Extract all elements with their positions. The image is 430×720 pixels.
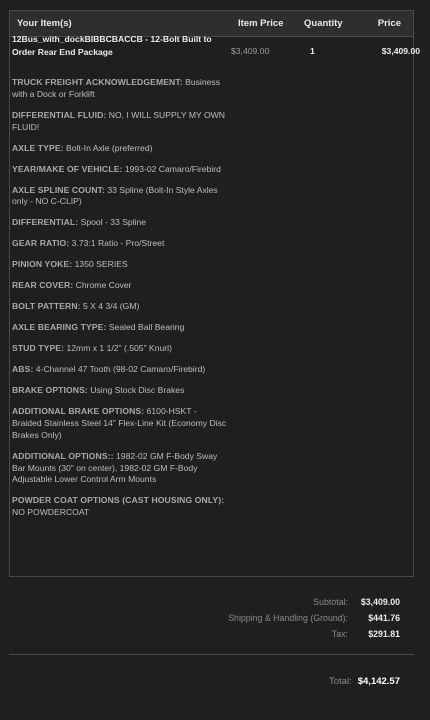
option-label: STUD TYPE: <box>12 343 65 354</box>
option-item <box>12 406 227 441</box>
option-label: PINION YOKE: <box>12 259 73 270</box>
option-label: GEAR RATIO: <box>12 238 70 249</box>
option-item <box>12 322 227 334</box>
option-value: 6100-HSKT - Braided Stainless Steel 14" Flex-Line Kit (Economy Disc Brakes Only) <box>12 406 227 440</box>
option-item <box>12 385 227 397</box>
shipping-label: Shipping & Handling (Ground): <box>228 613 348 623</box>
option-item <box>12 343 227 355</box>
option-label: DIFFERENTIAL: <box>12 217 79 228</box>
tax-row <box>180 629 400 639</box>
header-price: Price <box>377 18 401 29</box>
subtotal-label: Subtotal: <box>313 597 348 607</box>
product-name: 12Bus_with_dockBIBBCBACCB - 12-Bolt Built to Order Rear End Package <box>12 34 212 57</box>
option-item <box>12 301 227 313</box>
option-label: DIFFERENTIAL FLUID: <box>12 109 107 120</box>
product-quantity: 1 <box>310 46 315 56</box>
option-label: BRAKE OPTIONS: <box>12 385 88 396</box>
option-value: Bolt-In Axle (preferred) <box>66 142 153 153</box>
header-items: Your Item(s) <box>17 18 72 29</box>
option-item <box>12 110 227 134</box>
option-value: NO, I WILL SUPPLY MY OWN FLUID! <box>12 109 225 132</box>
option-value: 3.73:1 Ratio - Pro/Street <box>71 238 165 249</box>
product-price: $3,409.00 <box>381 46 420 56</box>
total-row <box>329 676 400 687</box>
option-value: 33 Spline (Bolt-In Style Axles only - NO C-CLIP) <box>12 184 218 207</box>
option-value: 1350 SERIES <box>74 259 128 270</box>
option-item <box>12 451 227 486</box>
tax-label: Tax: <box>331 629 348 639</box>
option-item <box>12 259 227 271</box>
option-item <box>12 185 227 209</box>
option-label: YEAR/MAKE OF VEHICLE: <box>12 163 123 174</box>
option-value: Business with a Dock or Forklift <box>12 77 220 99</box>
option-value: NO POWDERCOAT <box>12 507 90 518</box>
total-value: $4,142.57 <box>357 676 400 687</box>
option-label: ADDITIONAL BRAKE OPTIONS: <box>12 406 145 417</box>
tax-value: $291.81 <box>368 629 400 639</box>
option-value: 5 X 4 3/4 (GM) <box>83 301 140 312</box>
option-item <box>12 495 227 519</box>
subtotal-value: $3,409.00 <box>360 597 400 607</box>
option-label: ABS: <box>12 364 34 375</box>
header-item-price: Item Price <box>238 18 284 29</box>
option-label: AXLE SPLINE COUNT: <box>12 184 105 195</box>
shipping-value: $441.76 <box>368 613 400 623</box>
option-label: POWDER COAT OPTIONS (CAST HOUSING ONLY): <box>12 495 225 506</box>
option-value: Chrome Cover <box>75 280 132 291</box>
option-label: ADDITIONAL OPTIONS:: <box>12 450 114 461</box>
option-value: Using Stock Disc Brakes <box>90 385 185 396</box>
option-value: Spool - 33 Spline <box>80 217 147 228</box>
option-value: Sealed Ball Bearing <box>108 322 185 333</box>
subtotal-row <box>180 597 400 607</box>
option-value: 1993-02 Camaro/Firebird <box>124 163 221 174</box>
option-value: 12mm x 1 1/2" (.505" Knurl) <box>66 343 172 354</box>
option-label: AXLE BEARING TYPE: <box>12 322 107 333</box>
option-label: BOLT PATTERN: <box>12 301 81 312</box>
option-item <box>12 143 227 155</box>
summary-divider <box>9 654 414 655</box>
option-label: TRUCK FREIGHT ACKNOWLEDGEMENT: <box>12 77 183 87</box>
option-item <box>12 217 227 229</box>
header-quantity: Quantity <box>304 18 343 29</box>
product-item-price: $3,409.00 <box>231 46 270 56</box>
option-value: 4-Channel 47 Tooth (98-02 Camaro/Firebird) <box>35 364 206 375</box>
option-item <box>12 280 227 292</box>
option-value: 1982-02 GM F-Body Sway Bar Mounts (30" on center), 1982-02 GM F-Body Adjustable Lower Control Arm Mounts <box>12 450 218 485</box>
option-label: AXLE TYPE: <box>12 142 64 153</box>
total-label: Total: <box>329 676 352 687</box>
option-label: REAR COVER: <box>12 280 74 291</box>
option-item <box>12 77 227 101</box>
product-options-list <box>12 77 227 528</box>
option-item <box>12 238 227 250</box>
option-item <box>12 164 227 176</box>
option-item <box>12 364 227 376</box>
shipping-row <box>180 613 400 623</box>
